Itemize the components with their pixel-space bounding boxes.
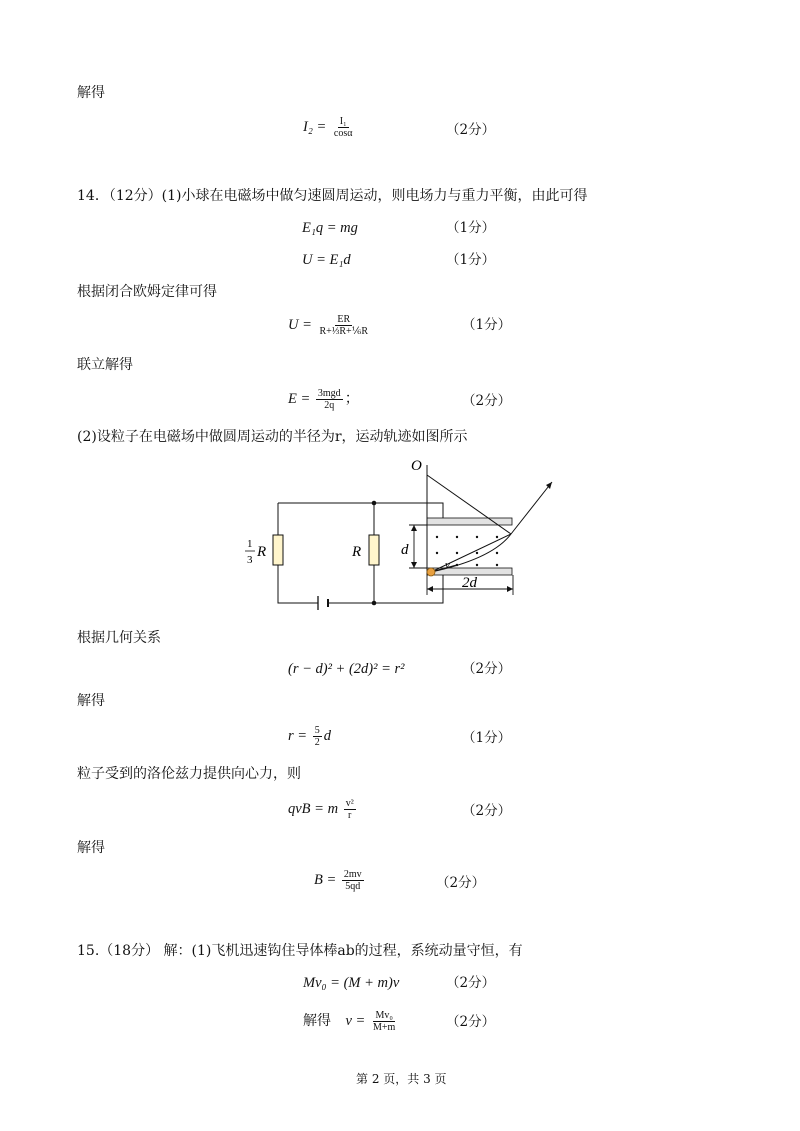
label-o: O — [411, 458, 422, 474]
equation-u-fraction: U = $\frac{ER}{\text{R+⅓R+⅙R}}$ — [288, 314, 368, 337]
text-geometry: 根据几何关系 — [77, 630, 161, 646]
label-2d: 2d — [462, 575, 477, 591]
label-r-left-num: 1 — [247, 538, 253, 550]
score-b: （2分） — [436, 875, 486, 891]
score-momentum: （2分） — [446, 975, 496, 991]
score-u: （1分） — [446, 252, 496, 268]
junction-top — [372, 501, 377, 506]
score-qvb: （2分） — [462, 803, 512, 819]
circuit-trajectory-figure — [230, 455, 570, 615]
score-i2: （2分） — [446, 122, 496, 138]
score-r: （1分） — [462, 730, 512, 746]
score-geometry: （2分） — [462, 661, 512, 677]
equation-e: E = $\frac{\text{3mgd}}{2q}$ ； — [288, 388, 360, 411]
label-r-left: R — [257, 544, 267, 560]
text-jiede-2: 解得 — [77, 693, 105, 709]
page-footer: 第 2 页，共 3 页 — [356, 1072, 447, 1086]
resistor-left — [273, 535, 283, 565]
equation-v: 解得 v = $\frac{\text{Mv₀}}{M+m}$ — [303, 1010, 396, 1033]
text-part-2: (2)设粒子在电磁场中做圆周运动的半径为r，运动轨迹如图所示 — [77, 429, 468, 445]
label-r-left-den: 3 — [247, 554, 253, 566]
resistor-mid — [369, 535, 379, 565]
upper-plate — [427, 518, 512, 525]
score-v: （2分） — [446, 1014, 496, 1030]
text-jiede-3: 解得 — [77, 840, 105, 856]
question-14-header: 14．（12分）(1)小球在电磁场中做匀速圆周运动，则电场力与重力平衡，由此可得 — [77, 188, 588, 204]
equation-qvb: qvB = m $\frac{\text{v²}}{r}$ — [288, 798, 354, 821]
equation-b: B = $\frac{2mv}{5qd}$ — [314, 869, 362, 892]
text-jiede-1: 解得 — [77, 85, 105, 101]
junction-bottom — [372, 601, 377, 606]
dimension-d — [409, 525, 427, 568]
score-e1q: （1分） — [446, 220, 496, 236]
question-15-header: 15.（18分） 解：(1)飞机迅速钩住导体棒ab的过程，系统动量守恒，有 — [77, 943, 523, 959]
equation-u: U = E₁d — [302, 252, 351, 268]
equation-momentum: Mv₀ = (M + m)v — [303, 975, 400, 991]
text-lianli: 联立解得 — [77, 357, 133, 373]
equation-geometry: (r − d)² + (2d)² = r² — [288, 661, 405, 677]
score-e: （2分） — [462, 393, 512, 409]
label-r-mid: R — [352, 544, 362, 560]
label-d: d — [401, 542, 409, 558]
equation-r: r = $\frac{5}{2}$ d — [288, 725, 331, 748]
label-v: v — [445, 559, 450, 571]
text-lorentz: 粒子受到的洛伦兹力提供向心力，则 — [77, 766, 301, 782]
score-u-fraction: （1分） — [462, 317, 512, 333]
equation-e1q: E₁q = mg — [302, 220, 358, 236]
text-ohm-law: 根据闭合欧姆定律可得 — [77, 284, 217, 300]
equation-i2: I₂ = $\frac{\text{I₁}}{\cos\alpha}$ — [303, 116, 353, 139]
particle — [427, 568, 435, 576]
